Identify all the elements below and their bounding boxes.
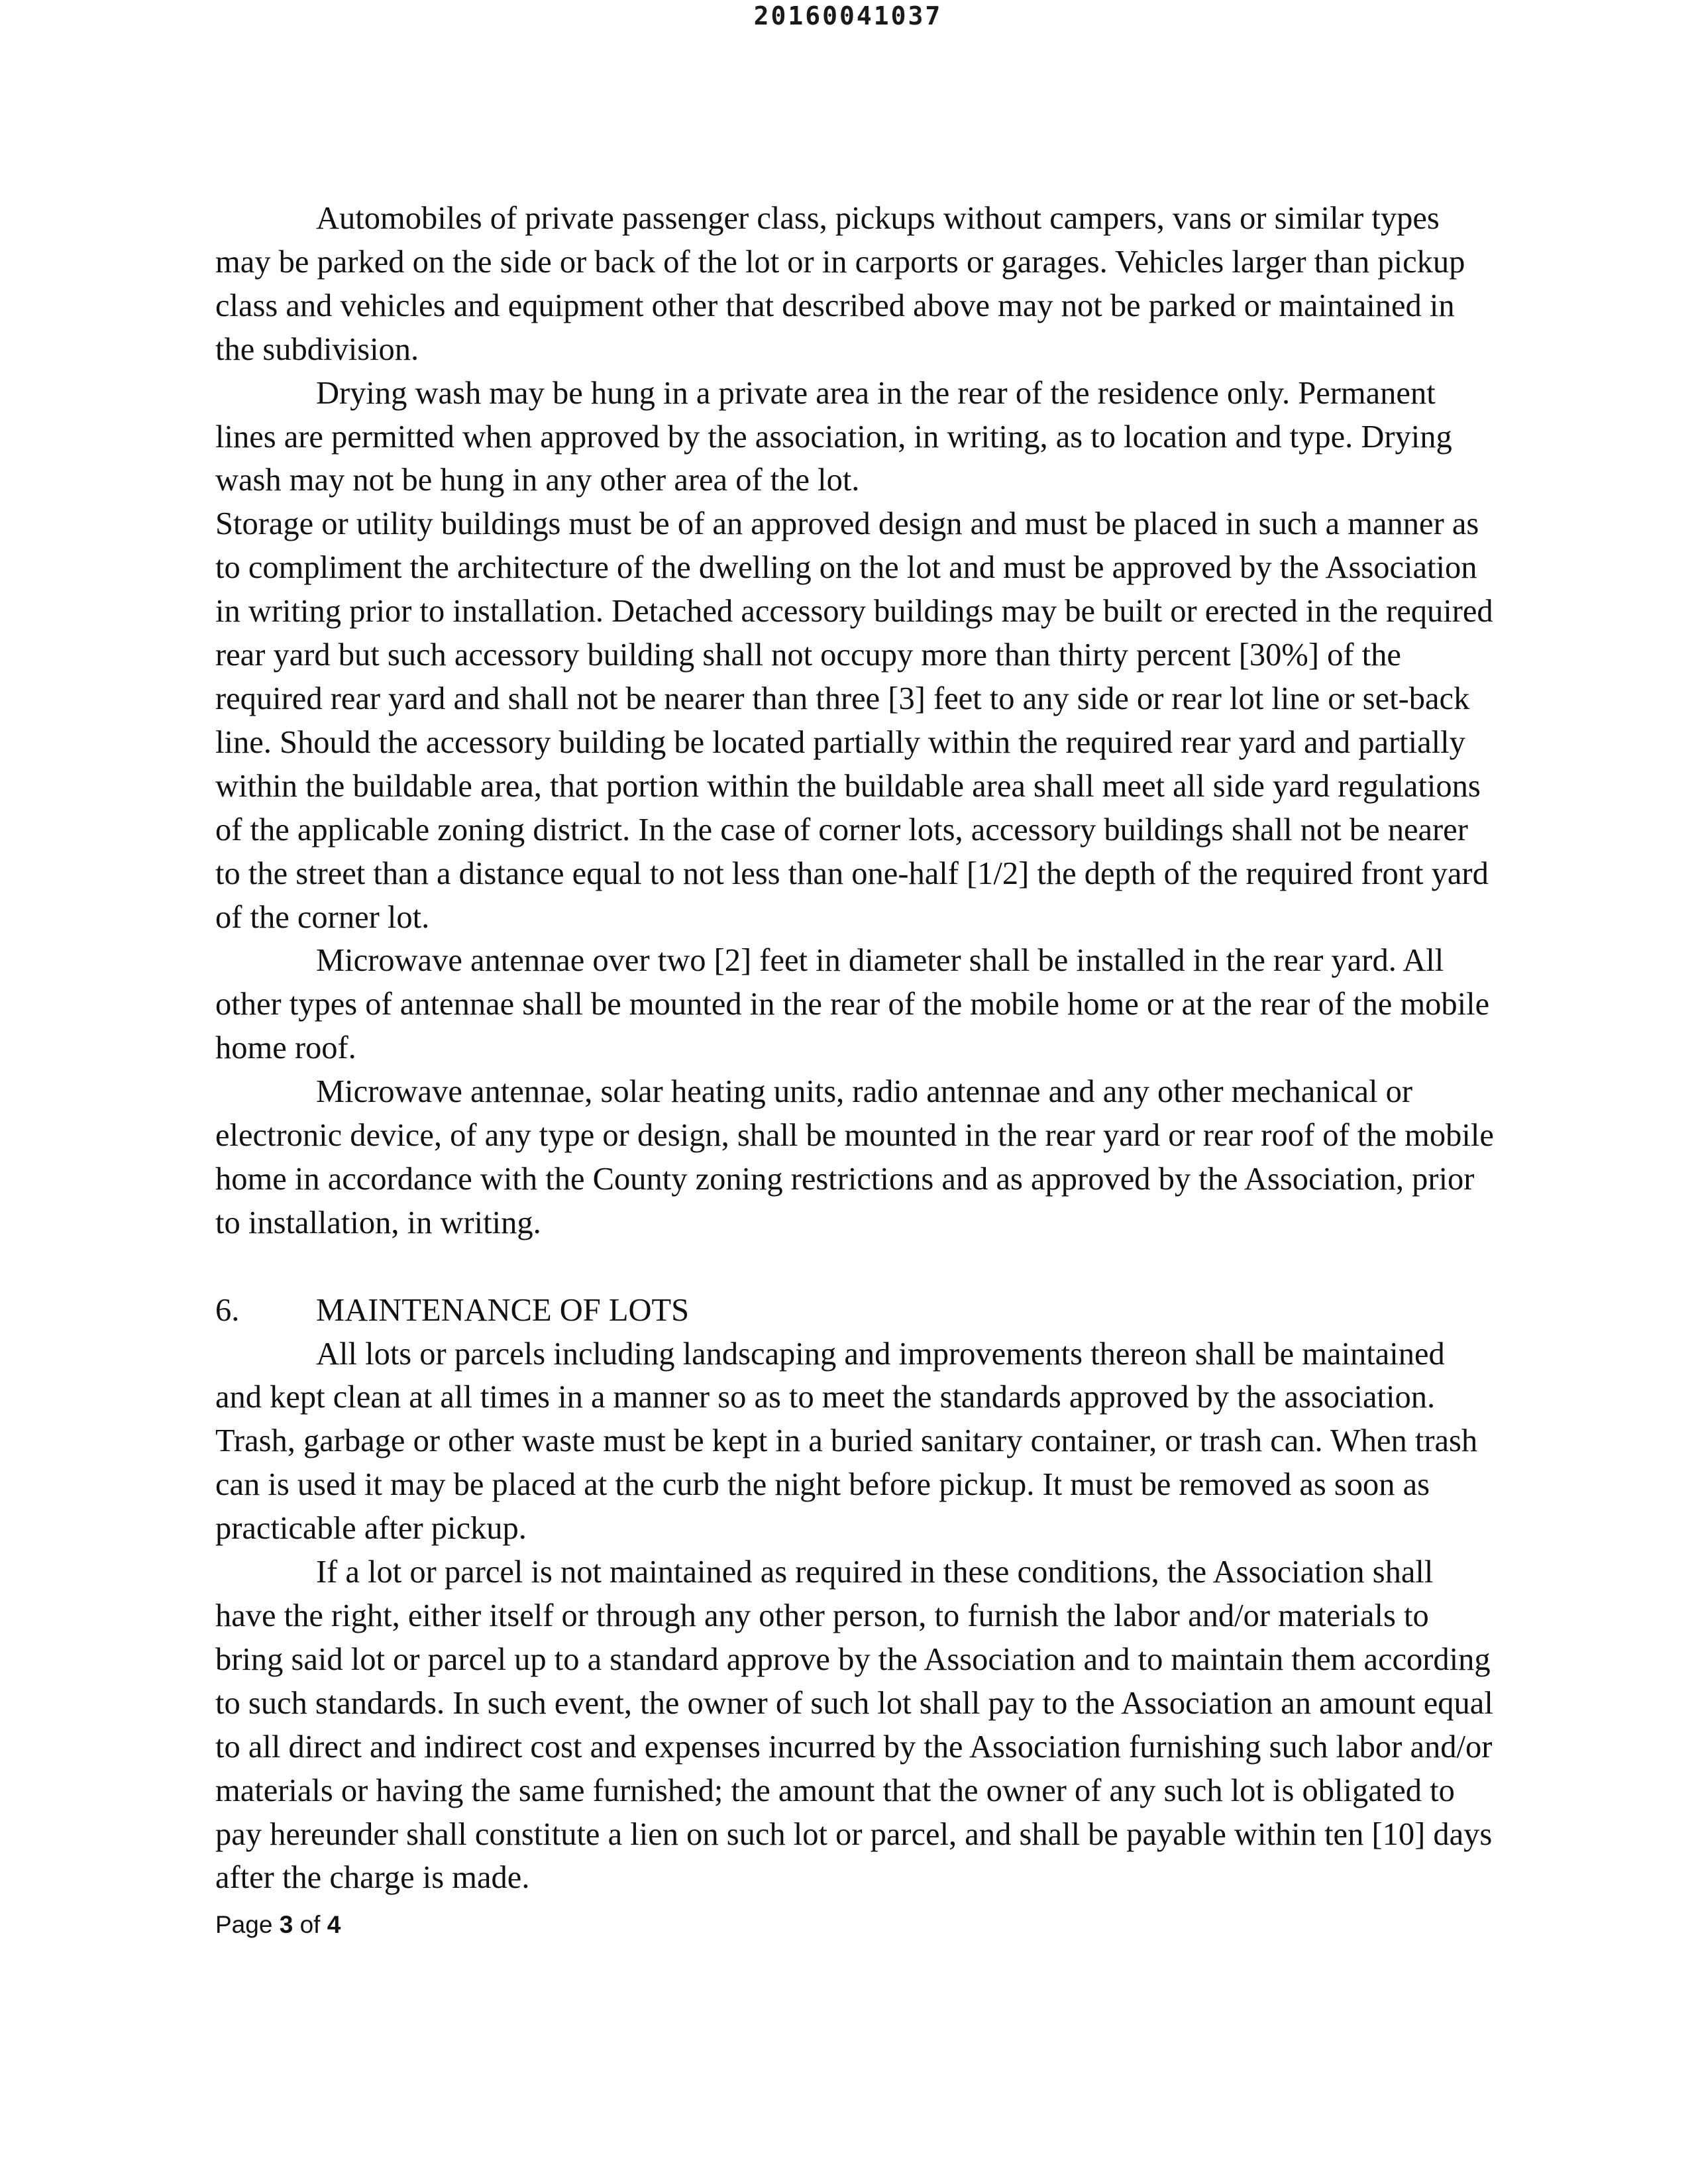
page-total: 4 bbox=[327, 1911, 341, 1938]
paragraph-storage-buildings: Storage or utility buildings must be of an approved design and must be placed in such a manner as to compliment the architecture of the dwelling on the lot and must be approved by the Association in writing prior to installation. Detached accessory buildings may be built or erected in the required rear yard but such accessory building shall not occupy more than thirty percent [30%] of the required rear yard and shall not be nearer than three [3] feet to any side or rear lot line or set-back line. Should the accessory building be located partially within the required rear yard and partially within the buildable area, that portion within the buildable area shall meet all side yard regulations of the applicable zoning district. In the case of corner lots, accessory buildings shall not be nearer to the street than a distance equal to not less than one-half [1/2] the depth of the required front yard of the corner lot. bbox=[215, 506, 1493, 935]
page-word: Page bbox=[215, 1911, 273, 1938]
section-heading bbox=[215, 1289, 1494, 1333]
section-title: MAINTENANCE OF LOTS bbox=[316, 1292, 690, 1328]
page-of: of bbox=[299, 1911, 321, 1938]
paragraph-vehicles: Automobiles of private passenger class, pickups without campers, vans or similar types may be parked on the side or back of the lot or in carports or garages. Vehicles larger than pickup class and vehicles and equipment other that described above may not be parked or maintained in the subdivision. bbox=[215, 201, 1465, 367]
paragraph-association-right: If a lot or parcel is not maintained as required in these conditions, the Association shall have the right, either itself or through any other person, to furnish the labor and/or materials to bring said lot or parcel up to a standard approve by the Association and to maintain them according to such standards. In such event, the owner of such lot shall pay to the Association an amount equal to all direct and indirect cost and expenses incurred by the Association furnishing such labor and/or materials or having the same furnished; the amount that the owner of any such lot is obligated to pay hereunder shall constitute a lien on such lot or parcel, and shall be payable within ten [10] days after the charge is made. bbox=[215, 1555, 1493, 1896]
page-current: 3 bbox=[279, 1911, 293, 1938]
paragraph-lots-maintained: All lots or parcels including landscaping and improvements thereon shall be maintained and kept clean at all times in a manner so as to meet the standards approved by the association. Trash, garbage or other waste must be kept in a buried sanitary container, or trash can. When trash can is used it may be placed at the curb the night before pickup. It must be removed as soon as practicable after pickup. bbox=[215, 1336, 1478, 1547]
page-number bbox=[215, 1911, 341, 1939]
paragraph-microwave-antennae-size: Microwave antennae over two [2] feet in diameter shall be installed in the rear yard. All other types of antennae shall be mounted in the rear of the mobile home or at the rear of the mobile home roof. bbox=[215, 943, 1490, 1066]
document-number: 20160041037 bbox=[753, 1, 943, 30]
section-number: 6. bbox=[215, 1292, 240, 1328]
paragraph-drying-wash: Drying wash may be hung in a private area in the rear of the residence only. Permanent lines are permitted when approved by the association, in writing, as to location and type. Drying wash may not be hung in any other area of the lot. bbox=[215, 375, 1452, 498]
section-spacer bbox=[215, 1245, 1494, 1289]
paragraph-microwave-antennae-devices: Microwave antennae, solar heating units, radio antennae and any other mechanical or electronic device, of any type or design, shall be mounted in the rear yard or rear roof of the mobile home in accordance with the County zoning restrictions and as approved by the Association, prior to installation, in writing. bbox=[215, 1074, 1494, 1240]
document-body bbox=[215, 197, 1494, 1900]
